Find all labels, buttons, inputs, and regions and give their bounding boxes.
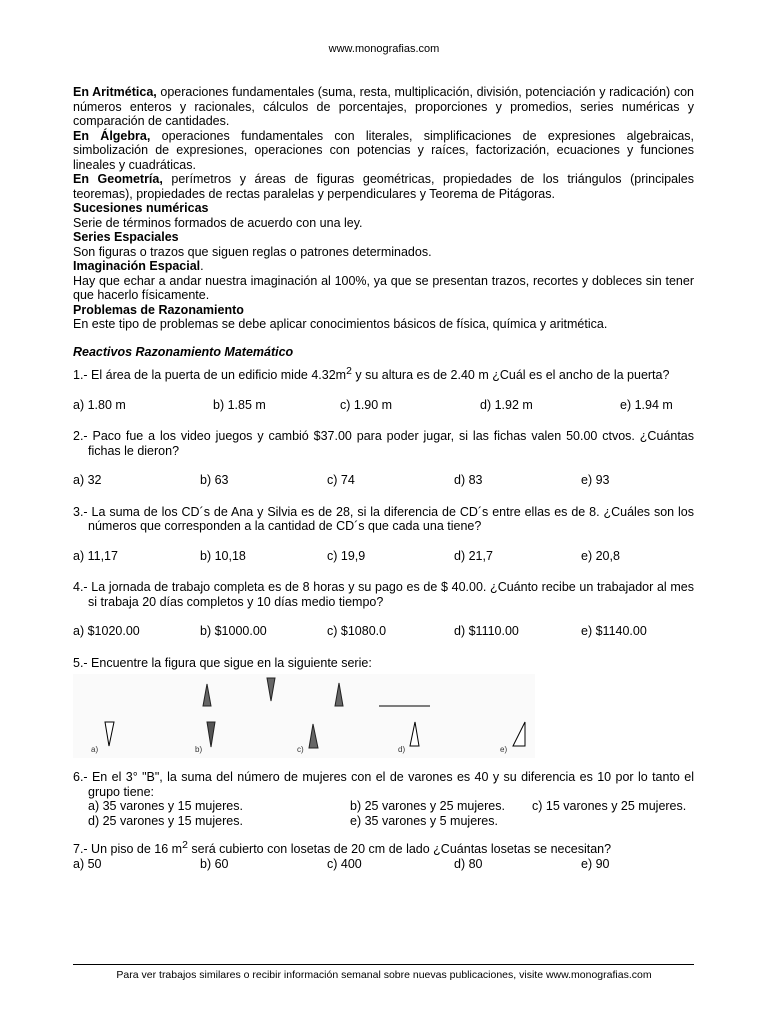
question-5 bbox=[73, 656, 694, 759]
option-d: d) 21,7 bbox=[454, 548, 493, 563]
option-e-triangle bbox=[513, 722, 525, 746]
figure-label-c: c) bbox=[297, 745, 304, 755]
q1-pre: 1.- El área de la puerta de un edificio mide 4.32 bbox=[73, 368, 336, 383]
option-a: a) 35 varones y 15 mujeres. bbox=[88, 799, 243, 814]
q1-sup: 2 bbox=[346, 366, 352, 377]
option-b: b) 1.85 m bbox=[213, 397, 266, 412]
option-d: d) 80 bbox=[454, 856, 483, 871]
question-1 bbox=[73, 365, 694, 412]
question-5-text: 5.- Encuentre la figura que sigue en la siguiente serie: bbox=[73, 655, 372, 670]
question-6-options-row-1 bbox=[73, 799, 694, 814]
intro-heading: Problemas de Razonamiento bbox=[73, 302, 244, 317]
intro-paragraph bbox=[73, 303, 694, 318]
option-c: c) 1.90 m bbox=[340, 397, 393, 412]
triangle-series-figure bbox=[73, 674, 535, 758]
question-3-text: 3.- La suma de los CD´s de Ana y Silvia es de 28, si la diferencia de CD´s entre ellas es de 8. ¿Cuáles son los números que corresponden a la cantidad de CD´s que cada una tiene? bbox=[73, 504, 694, 534]
intro-text: Serie de términos formados de acuerdo con una ley. bbox=[73, 215, 363, 230]
intro-paragraph bbox=[73, 201, 694, 216]
option-d: d) 1.92 m bbox=[480, 397, 533, 412]
option-d: d) 25 varones y 15 mujeres. bbox=[88, 813, 243, 828]
intro-heading: En Geometría, bbox=[73, 172, 163, 186]
intro-text: . bbox=[200, 259, 204, 273]
option-c: c) 74 bbox=[327, 473, 355, 488]
q7-post: será cubierto con losetas de 20 cm de lado ¿Cuántas losetas se necesitan? bbox=[187, 842, 612, 857]
option-d: d) 83 bbox=[454, 473, 483, 488]
intro-paragraph bbox=[73, 172, 694, 201]
option-a-triangle bbox=[105, 722, 114, 746]
triangle-series-svg bbox=[73, 674, 535, 758]
question-4-options bbox=[73, 624, 694, 639]
intro-paragraph bbox=[73, 85, 694, 129]
figure-label-b: b) bbox=[195, 745, 203, 755]
option-a: a) $1020.00 bbox=[73, 624, 140, 639]
option-b: b) 63 bbox=[200, 473, 229, 488]
intro-paragraph bbox=[73, 259, 694, 274]
intro-heading: Sucesiones numéricas bbox=[73, 201, 209, 215]
question-6-options-row-2 bbox=[73, 814, 694, 829]
figure-label-a: a) bbox=[91, 745, 99, 755]
question-7-text bbox=[73, 839, 694, 857]
option-e: e) 35 varones y 5 mujeres. bbox=[350, 813, 498, 828]
option-e: e) $1140.00 bbox=[581, 624, 647, 639]
option-b: b) 60 bbox=[200, 856, 229, 871]
option-a: a) 32 bbox=[73, 473, 102, 488]
footer-divider bbox=[73, 964, 694, 965]
option-a: a) 1.80 m bbox=[73, 397, 126, 412]
intro-paragraph bbox=[73, 274, 694, 303]
question-3-options bbox=[73, 549, 694, 564]
option-c: c) $1080.0 bbox=[327, 624, 387, 639]
option-b-triangle bbox=[207, 722, 215, 747]
intro-heading: En Aritmética, bbox=[73, 85, 157, 99]
option-c: c) 19,9 bbox=[327, 548, 366, 563]
series-triangle-2 bbox=[267, 678, 275, 701]
intro-paragraph bbox=[73, 230, 694, 245]
question-6 bbox=[73, 770, 694, 828]
option-d-triangle bbox=[410, 722, 419, 746]
intro-paragraph bbox=[73, 216, 694, 231]
intro-heading: Series Espaciales bbox=[73, 230, 179, 244]
option-b: b) 10,18 bbox=[200, 548, 246, 563]
question-7-options bbox=[73, 857, 694, 872]
option-e: e) 1.94 m bbox=[620, 397, 673, 412]
series-triangle-1 bbox=[203, 684, 211, 706]
intro-section bbox=[73, 85, 694, 332]
option-d: d) $1110.00 bbox=[454, 624, 519, 639]
section-title: Reactivos Razonamiento Matemático bbox=[73, 344, 294, 359]
question-6-text: 6.- En el 3° "B", la suma del número de mujeres con el de varones es 40 y su diferencia es 10 por lo tanto el grupo tiene: bbox=[73, 770, 694, 799]
intro-text: En este tipo de problemas se debe aplicar conocimientos básicos de física, química y aritmética. bbox=[73, 317, 608, 331]
q7-pre: 7.- Un piso de 16 m bbox=[73, 842, 183, 857]
option-a: a) 11,17 bbox=[73, 548, 118, 563]
intro-heading: Imaginación Espacial bbox=[73, 259, 201, 273]
q1-post: y su altura es de 2.40 m ¿Cuál es el ancho de la puerta? bbox=[351, 368, 670, 383]
option-b: b) $1000.00 bbox=[200, 624, 267, 639]
q7-sup: 2 bbox=[182, 840, 188, 852]
intro-text: perímetros y áreas de figuras geométricas, propiedades de los triángulos (principales teoremas), propiedades de rectas paralelas y perpendiculares y Teorema de Pitágoras. bbox=[73, 172, 695, 201]
page-footer: Para ver trabajos similares o recibir información semanal sobre nuevas publicaciones, visite www.monografias.com bbox=[116, 969, 652, 981]
intro-text: operaciones fundamentales (suma, resta, multiplicación, división, potenciación y radicación) con números enteros y racionales, cálculos de porcentajes, proporciones y promedios, series numéricas y comparación de cantidades. bbox=[73, 85, 694, 128]
intro-paragraph bbox=[73, 245, 694, 260]
page-header-url: www.monografias.com bbox=[328, 43, 440, 55]
option-e: e) 20,8 bbox=[581, 548, 620, 563]
question-4-text: 4.- La jornada de trabajo completa es de 8 horas y su pago es de $ 40.00. ¿Cuánto recibe un trabajador al mes si trabaja 20 días completos y 10 días medio tiempo? bbox=[73, 580, 694, 609]
document-body bbox=[73, 85, 694, 871]
question-3 bbox=[73, 505, 694, 564]
question-2-text: 2.- Paco fue a los video juegos y cambió $37.00 para poder jugar, si las fichas valen 50.00 ctvos. ¿Cuántas fichas le dieron? bbox=[73, 429, 694, 458]
question-2-options bbox=[73, 473, 694, 488]
option-b: b) 25 varones y 25 mujeres. bbox=[350, 799, 505, 814]
intro-heading: En Álgebra, bbox=[73, 128, 151, 143]
question-1-text bbox=[73, 365, 694, 383]
intro-text: Son figuras o trazos que siguen reglas o patrones determinados. bbox=[73, 244, 432, 259]
question-2 bbox=[73, 429, 694, 488]
option-e: e) 93 bbox=[581, 473, 610, 488]
option-c-triangle bbox=[309, 724, 318, 748]
option-e: e) 90 bbox=[581, 856, 610, 871]
intro-paragraph bbox=[73, 129, 694, 173]
option-c: c) 400 bbox=[327, 856, 362, 871]
option-a: a) 50 bbox=[73, 856, 102, 871]
intro-text: Hay que echar a andar nuestra imaginación al 100%, ya que se presentan trazos, recortes y dobleces sin tener que hacerlo físicamente. bbox=[73, 273, 694, 302]
question-1-options bbox=[73, 398, 694, 413]
intro-text: operaciones fundamentales con literales, simplificaciones de expresiones algebraicas, simbolización de expresiones, operaciones con potencias y raíces, factorización, ecuaciones y funciones lineales y cuadráticas. bbox=[73, 128, 694, 172]
question-7 bbox=[73, 839, 694, 871]
option-c: c) 15 varones y 25 mujeres. bbox=[532, 799, 687, 814]
intro-paragraph bbox=[73, 317, 694, 332]
question-4 bbox=[73, 580, 694, 639]
q1-unit: m bbox=[335, 368, 347, 383]
figure-label-e: e) bbox=[500, 745, 508, 755]
figure-label-d: d) bbox=[398, 745, 406, 755]
series-triangle-3 bbox=[335, 683, 343, 706]
